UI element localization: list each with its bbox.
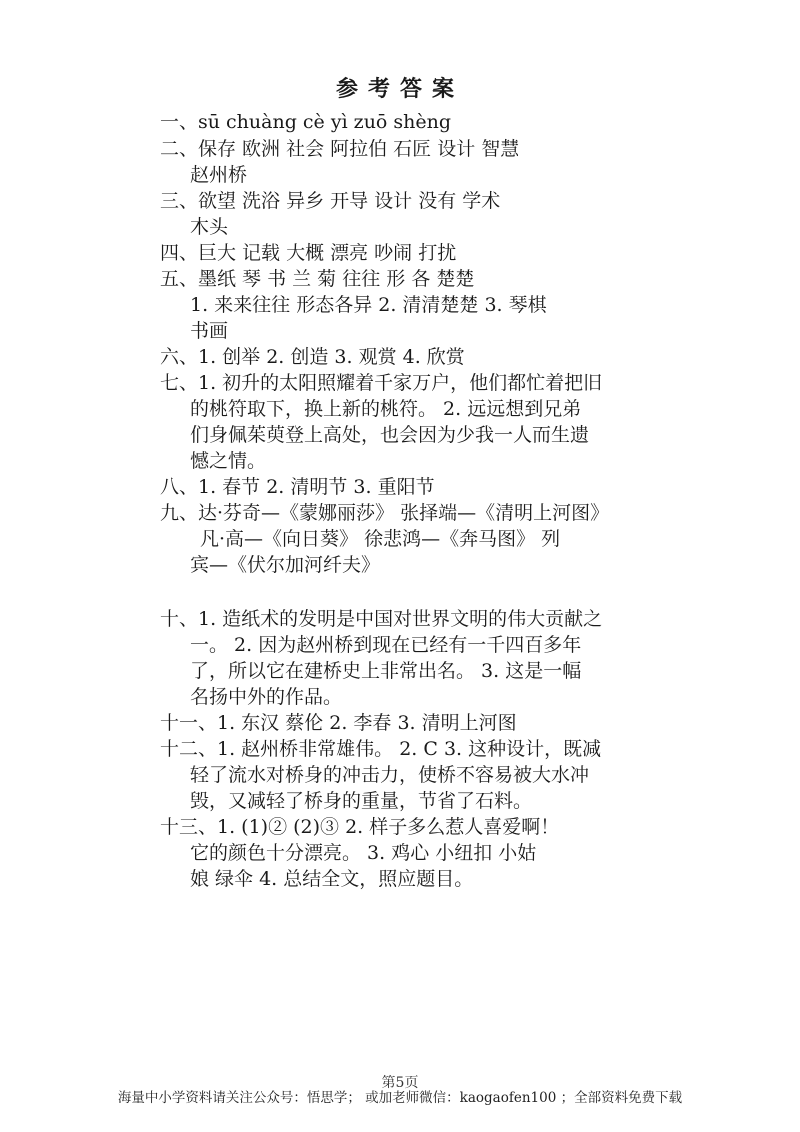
answer-line-19: 十、1. 造纸术的发明是中国对世界文明的伟大贡献之 — [160, 608, 603, 630]
answer-line-8: 1. 来来往往 形态各异 2. 清清楚楚 3. 琴棋 — [190, 294, 547, 316]
footer-note: 海量中小学资料请关注公众号：悟思学； 或加老师微信：kaogaofen100 ；全部资料免费下载 — [117, 1090, 683, 1106]
answer-line-10: 六、1. 创举 2. 创造 3. 观赏 4. 欣赏 — [160, 346, 465, 368]
answer-line-5: 木头 — [190, 216, 229, 238]
answer-line-24: 十二、1. 赵州桥非常雄伟。 2. C 3. 这种设计，既减 — [160, 738, 602, 760]
answer-line-16: 九、达·芬奇—《蒙娜丽莎》 张择端—《清明上河图》 — [160, 502, 610, 524]
answer-line-26: 毁，又减轻了桥身的重量，节省了石料。 — [190, 790, 533, 812]
answer-line-15: 八、1. 春节 2. 清明节 3. 重阳节 — [160, 476, 435, 498]
answer-line-27: 十三、1. (1)② (2)③ 2. 样子多么惹人喜爱啊！ — [160, 816, 560, 838]
answer-line-14: 憾之情。 — [190, 450, 267, 472]
answer-line-4: 三、欲望 洗浴 异乡 开导 设计 没有 学术 — [160, 190, 501, 212]
answer-line-9: 书画 — [190, 320, 229, 342]
answer-line-22: 名扬中外的作品。 — [190, 686, 343, 708]
answer-line-7: 五、墨纸 琴 书 兰 菊 往往 形 各 楚楚 — [160, 268, 475, 290]
page-title: 参考答案 — [335, 77, 464, 102]
answer-line-6: 四、巨大 记载 大概 漂亮 吵闹 打扰 — [160, 242, 457, 264]
answer-line-13: 们身佩茱萸登上高处，也会因为少我一人而生遗 — [190, 424, 590, 446]
answer-line-12: 的桃符取下，换上新的桃符。 2. 远远想到兄弟 — [190, 398, 582, 420]
answer-line-18: 宾—《伏尔加河纤夫》 — [190, 554, 381, 576]
answer-line-1: 一、sū chuàng cè yì zuō shèng — [160, 111, 452, 133]
answer-line-25: 轻了流水对桥身的冲击力，使桥不容易被大水冲 — [190, 764, 590, 786]
answer-line-11: 七、1. 初升的太阳照耀着千家万户，他们都忙着把旧 — [160, 372, 603, 394]
answer-line-2: 二、保存 欧洲 社会 阿拉伯 石匠 设计 智慧 — [160, 138, 520, 160]
answer-line-17: 凡·高—《向日葵》 徐悲鸿—《奔马图》 列 — [200, 528, 561, 550]
answer-line-23: 十一、1. 东汉 蔡伦 2. 李春 3. 清明上河图 — [160, 712, 517, 734]
answer-line-21: 了，所以它在建桥史上非常出名。 3. 这是一幅 — [190, 660, 582, 682]
answer-line-28: 它的颜色十分漂亮。 3. 鸡心 小纽扣 小姑 — [190, 842, 537, 864]
page-number: 第5页 — [381, 1075, 419, 1091]
answer-line-3: 赵州桥 — [190, 164, 248, 186]
answer-line-29: 娘 绿伞 4. 总结全文，照应题目。 — [190, 868, 474, 890]
answer-line-20: 一。 2. 因为赵州桥到现在已经有一千四百多年 — [190, 634, 582, 656]
